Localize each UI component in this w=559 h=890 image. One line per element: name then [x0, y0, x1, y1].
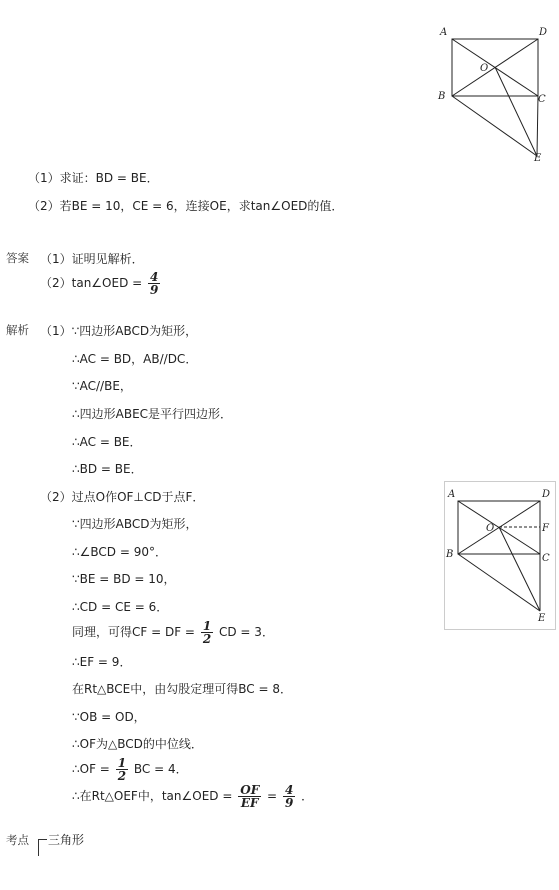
- analysis-part-2-line-7: 在Rt△BCE中，由勾股定理可得BC = 8．: [72, 682, 292, 696]
- of-over-ef-numerator: OF: [240, 783, 260, 797]
- fig1-label-b: B: [438, 91, 446, 102]
- analysis-part-1-line-3: ∴四边形ABEC是平行四边形．: [72, 407, 233, 421]
- analysis-part-1-line-5: ∴BD = BE．: [72, 462, 143, 476]
- analysis-part-2-line-5-a: 同理，可得CF = DF =: [72, 625, 195, 639]
- fig2-label-e: E: [538, 613, 546, 624]
- analysis-part-1-line-0: （1）∵四边形ABCD为矩形，: [40, 324, 198, 338]
- answer-line-2: [40, 271, 162, 296]
- analysis-part-2-line-1: ∵四边形ABCD为矩形，: [72, 517, 198, 531]
- answer-line-2-prefix: （2）tan∠OED =: [40, 276, 143, 290]
- equals-sign: =: [267, 789, 278, 803]
- kaodian-item[interactable]: 三角形: [48, 833, 85, 847]
- fig1-label-e: E: [534, 153, 542, 164]
- analysis-part-1-line-2: ∵AC//BE，: [72, 379, 132, 393]
- half-fraction-2-denominator: 2: [117, 769, 127, 783]
- kaodian-tree-bracket: [38, 839, 47, 856]
- half-fraction-2-numerator: 1: [117, 756, 127, 770]
- analysis-part-1-line-4: ∴AC = BE．: [72, 435, 142, 449]
- question-part-1: （1）求证：BD = BE．: [28, 171, 159, 185]
- half-fraction-1-numerator: 1: [202, 619, 212, 633]
- fig2-label-c: C: [542, 553, 550, 564]
- analysis-part-1-line-1: ∴AC = BD，AB//DC．: [72, 352, 198, 366]
- analysis-part-2-line-8: ∵OB = OD，: [72, 710, 146, 724]
- analysis-part-2-line-3: ∵BE = BD = 10，: [72, 572, 176, 586]
- analysis-part-2-line-2: ∴∠BCD = 90°．: [72, 545, 167, 559]
- half-fraction-1: [201, 620, 213, 645]
- of-over-ef-denominator: EF: [240, 796, 259, 810]
- fig2-label-d: D: [542, 489, 551, 500]
- analysis-part-2-line-11: [72, 784, 313, 809]
- fig1-label-d: D: [539, 27, 548, 38]
- fig1-label-a: A: [440, 27, 448, 38]
- fig2-label-b: B: [446, 549, 454, 560]
- analysis-part-2-line-5-b: CD = 3．: [219, 625, 274, 639]
- analysis-part-2-line-10-b: BC = 4．: [133, 762, 188, 776]
- half-fraction-2: [116, 757, 128, 782]
- fig2-label-a: A: [448, 489, 456, 500]
- analysis-part-2-line-6: ∴EF = 9．: [72, 655, 132, 669]
- analysis-part-2-line-11-a: ∴在Rt△OEF中，tan∠OED =: [72, 789, 233, 803]
- answer-fraction-numerator: 4: [150, 270, 159, 284]
- figure-1-geometry: [430, 20, 555, 165]
- four-ninths-denominator: 9: [284, 796, 294, 810]
- answer-fraction-denominator: 9: [150, 283, 159, 297]
- half-fraction-1-denominator: 2: [202, 632, 212, 646]
- analysis-label: 解析: [6, 323, 29, 337]
- of-over-ef-fraction: [238, 784, 261, 809]
- answer-fraction: [148, 271, 160, 296]
- analysis-part-2-line-0: （2）过点O作OF⊥CD于点F．: [40, 490, 205, 504]
- fig2-label-o: O: [486, 523, 495, 534]
- analysis-part-2-line-9: ∴OF为△BCD的中位线．: [72, 737, 203, 751]
- analysis-part-2-line-11-end: ．: [301, 789, 314, 803]
- answer-label: 答案: [6, 251, 29, 265]
- fig1-label-o: O: [480, 63, 489, 74]
- analysis-part-2-line-5: [72, 620, 274, 645]
- four-ninths-numerator: 4: [284, 783, 294, 797]
- fig2-label-f: F: [542, 523, 549, 534]
- analysis-part-2-line-4: ∴CD = CE = 6．: [72, 600, 169, 614]
- analysis-part-2-line-10: [72, 757, 188, 782]
- fig1-label-c: C: [538, 94, 546, 105]
- kaodian-label: 考点: [6, 833, 29, 847]
- analysis-part-2-line-10-a: ∴OF =: [72, 762, 110, 776]
- question-part-2: （2）若BE = 10，CE = 6，连接OE，求tan∠OED的值．: [28, 199, 344, 213]
- answer-line-1: （1）证明见解析．: [40, 252, 144, 266]
- four-ninths-fraction: [283, 784, 295, 809]
- figure-2-geometry: [444, 481, 556, 629]
